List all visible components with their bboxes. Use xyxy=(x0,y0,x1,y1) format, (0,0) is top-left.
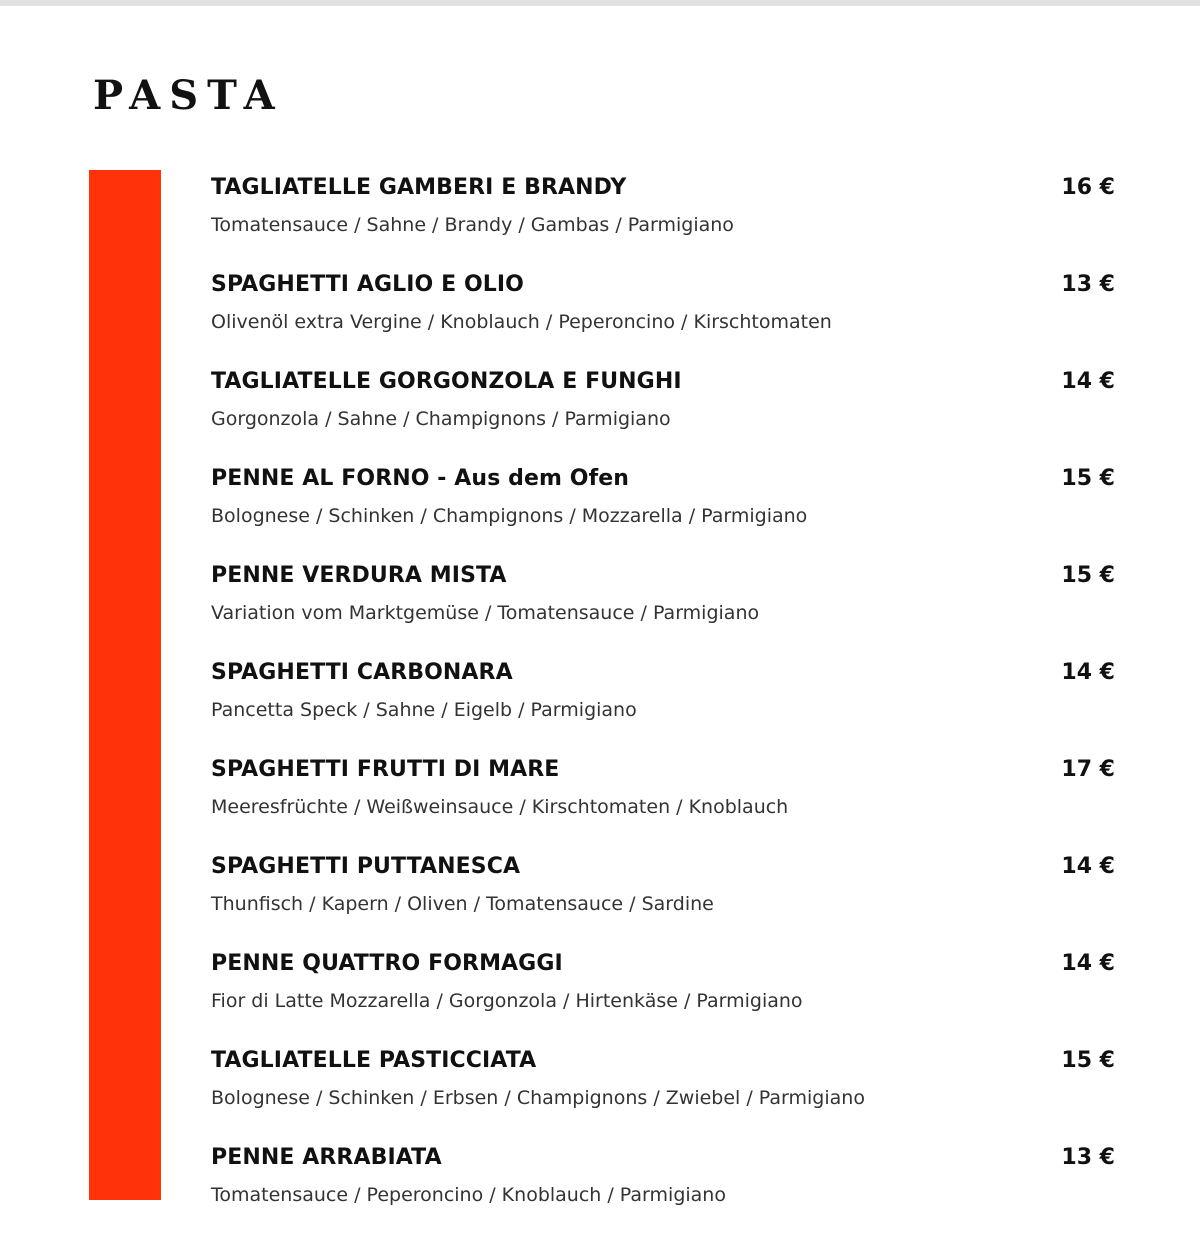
menu-item xyxy=(211,560,1121,657)
menu-item xyxy=(211,463,1121,560)
dish-price: 14 € xyxy=(1061,369,1115,394)
dish-description: Gorgonzola / Sahne / Champignons / Parmigiano xyxy=(211,408,671,430)
menu-title: PASTA xyxy=(93,72,284,119)
dish-price: 15 € xyxy=(1061,1048,1115,1073)
dish-price: 17 € xyxy=(1061,757,1115,782)
dish-name: SPAGHETTI AGLIO E OLIO xyxy=(211,272,524,297)
dish-description: Tomatensauce / Peperoncino / Knoblauch / Parmigiano xyxy=(211,1184,726,1206)
dish-description: Bolognese / Schinken / Erbsen / Champignons / Zwiebel / Parmigiano xyxy=(211,1087,865,1109)
dish-description: Fior di Latte Mozzarella / Gorgonzola / Hirtenkäse / Parmigiano xyxy=(211,990,803,1012)
dish-price: 14 € xyxy=(1061,660,1115,685)
dish-name: TAGLIATELLE GORGONZOLA E FUNGHI xyxy=(211,369,682,394)
dish-name: SPAGHETTI PUTTANESCA xyxy=(211,854,521,879)
dish-name: TAGLIATELLE PASTICCIATA xyxy=(211,1048,537,1073)
dish-price: 14 € xyxy=(1061,854,1115,879)
dish-description: Olivenöl extra Vergine / Knoblauch / Peperoncino / Kirschtomaten xyxy=(211,311,832,333)
menu-item xyxy=(211,1045,1121,1142)
dish-price: 13 € xyxy=(1061,1145,1115,1170)
dish-description: Variation vom Marktgemüse / Tomatensauce / Parmigiano xyxy=(211,602,760,624)
dish-price: 14 € xyxy=(1061,951,1115,976)
menu-item xyxy=(211,172,1121,269)
menu-item xyxy=(211,366,1121,463)
top-divider xyxy=(0,0,1200,6)
dish-name: TAGLIATELLE GAMBERI E BRANDY xyxy=(211,175,627,200)
menu-item xyxy=(211,657,1121,754)
menu-list xyxy=(211,172,1121,1239)
dish-description: Pancetta Speck / Sahne / Eigelb / Parmigiano xyxy=(211,699,637,721)
menu-item xyxy=(211,269,1121,366)
accent-bar xyxy=(89,170,161,1200)
dish-name: SPAGHETTI FRUTTI DI MARE xyxy=(211,757,560,782)
dish-description: Bolognese / Schinken / Champignons / Mozzarella / Parmigiano xyxy=(211,505,808,527)
dish-price: 15 € xyxy=(1061,563,1115,588)
dish-name: SPAGHETTI CARBONARA xyxy=(211,660,513,685)
dish-name: PENNE QUATTRO FORMAGGI xyxy=(211,951,563,976)
dish-name: PENNE VERDURA MISTA xyxy=(211,563,507,588)
dish-price: 16 € xyxy=(1061,175,1115,200)
dish-description: Tomatensauce / Sahne / Brandy / Gambas / Parmigiano xyxy=(211,214,734,236)
dish-description: Meeresfrüchte / Weißweinsauce / Kirschtomaten / Knoblauch xyxy=(211,796,789,818)
dish-name: PENNE AL FORNO - Aus dem Ofen xyxy=(211,466,630,491)
menu-item xyxy=(211,948,1121,1045)
dish-price: 13 € xyxy=(1061,272,1115,297)
dish-name: PENNE ARRABIATA xyxy=(211,1145,442,1170)
menu-item xyxy=(211,754,1121,851)
menu-item xyxy=(211,1142,1121,1239)
dish-price: 15 € xyxy=(1061,466,1115,491)
dish-description: Thunfisch / Kapern / Oliven / Tomatensauce / Sardine xyxy=(211,893,714,915)
menu-item xyxy=(211,851,1121,948)
